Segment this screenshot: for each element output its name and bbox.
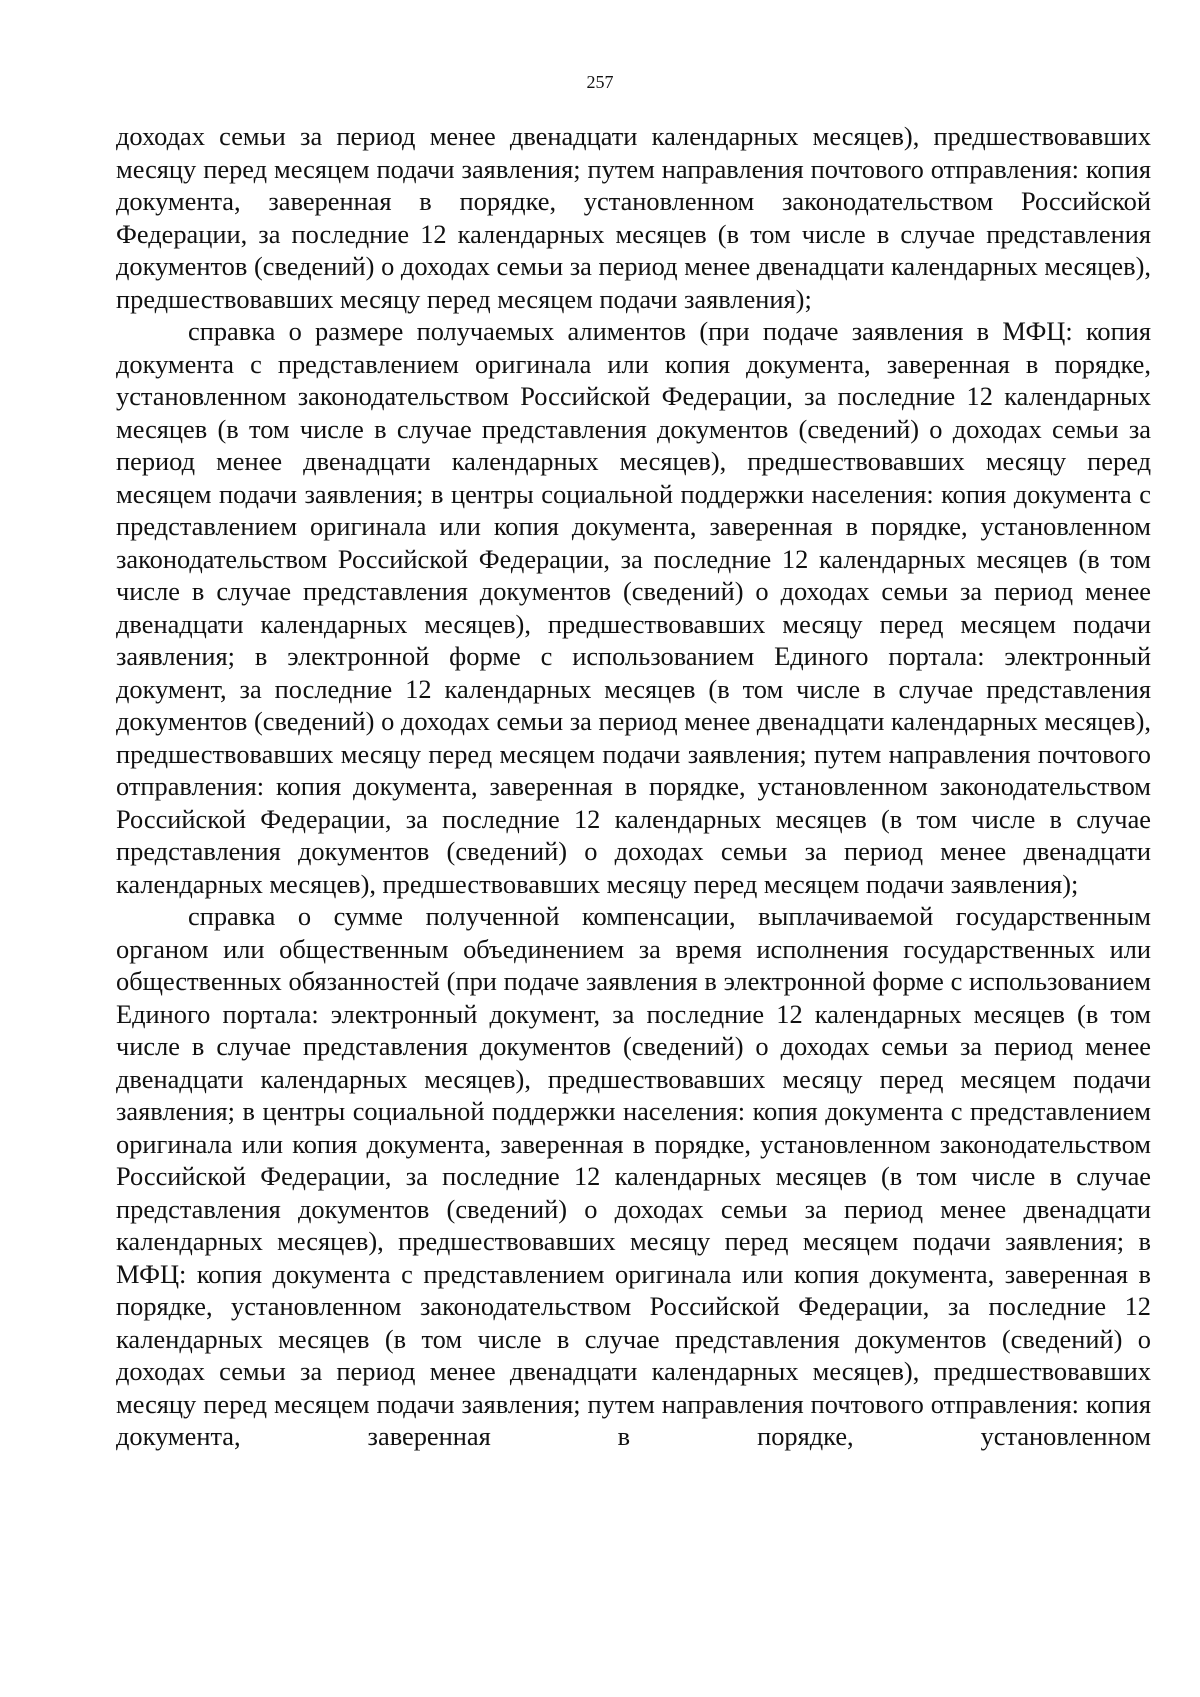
document-body: [116, 120, 1151, 1453]
paragraph-compensation-certificate: справка о сумме полученной компенсации, выплачиваемой государственным органом или общественным объединением за время исполнения государственных или общественных обязанностей (при подаче заявления в электронной форме с использованием Единого портала: электронный документ, за последние 12 календарных месяцев (в том числе в случае представления документов (сведений) о доходах семьи за период менее двенадцати календарных месяцев), предшествовавших месяцу перед месяцем подачи заявления; в центры социальной поддержки населения: копия документа с представлением оригинала или копия документа, заверенная в порядке, установленном законодательством Российской Федерации, за последние 12 календарных месяцев (в том числе в случае представления документов (сведений) о доходах семьи за период менее двенадцати календарных месяцев), предшествовавших месяцу перед месяцем подачи заявления; в МФЦ: копия документа с представлением оригинала или копия документа, заверенная в порядке, установленном законодательством Российской Федерации, за последние 12 календарных месяцев (в том числе в случае представления документов (сведений) о доходах семьи за период менее двенадцати календарных месяцев), предшествовавших месяцу перед месяцем подачи заявления; путем направления почтового отправления: копия документа, заверенная в порядке, установленном: [116, 901, 1151, 1451]
page-number: 257: [586, 72, 614, 92]
paragraph-alimony-certificate: справка о размере получаемых алиментов (при подаче заявления в МФЦ: копия документа с представлением оригинала или копия документа, заверенная в порядке, установленном законодательством Российской Федерации, за последние 12 календарных месяцев (в том числе в случае представления документов (сведений) о доходах семьи за период менее двенадцати календарных месяцев), предшествовавших месяцу перед месяцем подачи заявления; в центры социальной поддержки населения: копия документа с представлением оригинала или копия документа, заверенная в порядке, установленном законодательством Российской Федерации, за последние 12 календарных месяцев (в том числе в случае представления документов (сведений) о доходах семьи за период менее двенадцати календарных месяцев), предшествовавших месяцу перед месяцем подачи заявления; в электронной форме с использованием Единого портала: электронный документ, за последние 12 календарных месяцев (в том числе в случае представления документов (сведений) о доходах семьи за период менее двенадцати календарных месяцев), предшествовавших месяцу перед месяцем подачи заявления; путем направления почтового отправления: копия документа, заверенная в порядке, установленном законодательством Российской Федерации, за последние 12 календарных месяцев (в том числе в случае представления документов (сведений) о доходах семьи за период менее двенадцати календарных месяцев), предшествовавших месяцу перед месяцем подачи заявления);: [116, 316, 1151, 899]
paragraph-continuation: доходах семьи за период менее двенадцати календарных месяцев), предшествовавших месяцу перед месяцем подачи заявления; путем направления почтового отправления: копия документа, заверенная в порядке, установленном законодательством Российской Федерации, за последние 12 календарных месяцев (в том числе в случае представления документов (сведений) о доходах семьи за период менее двенадцати календарных месяцев), предшествовавших месяцу перед месяцем подачи заявления);: [116, 121, 1151, 314]
